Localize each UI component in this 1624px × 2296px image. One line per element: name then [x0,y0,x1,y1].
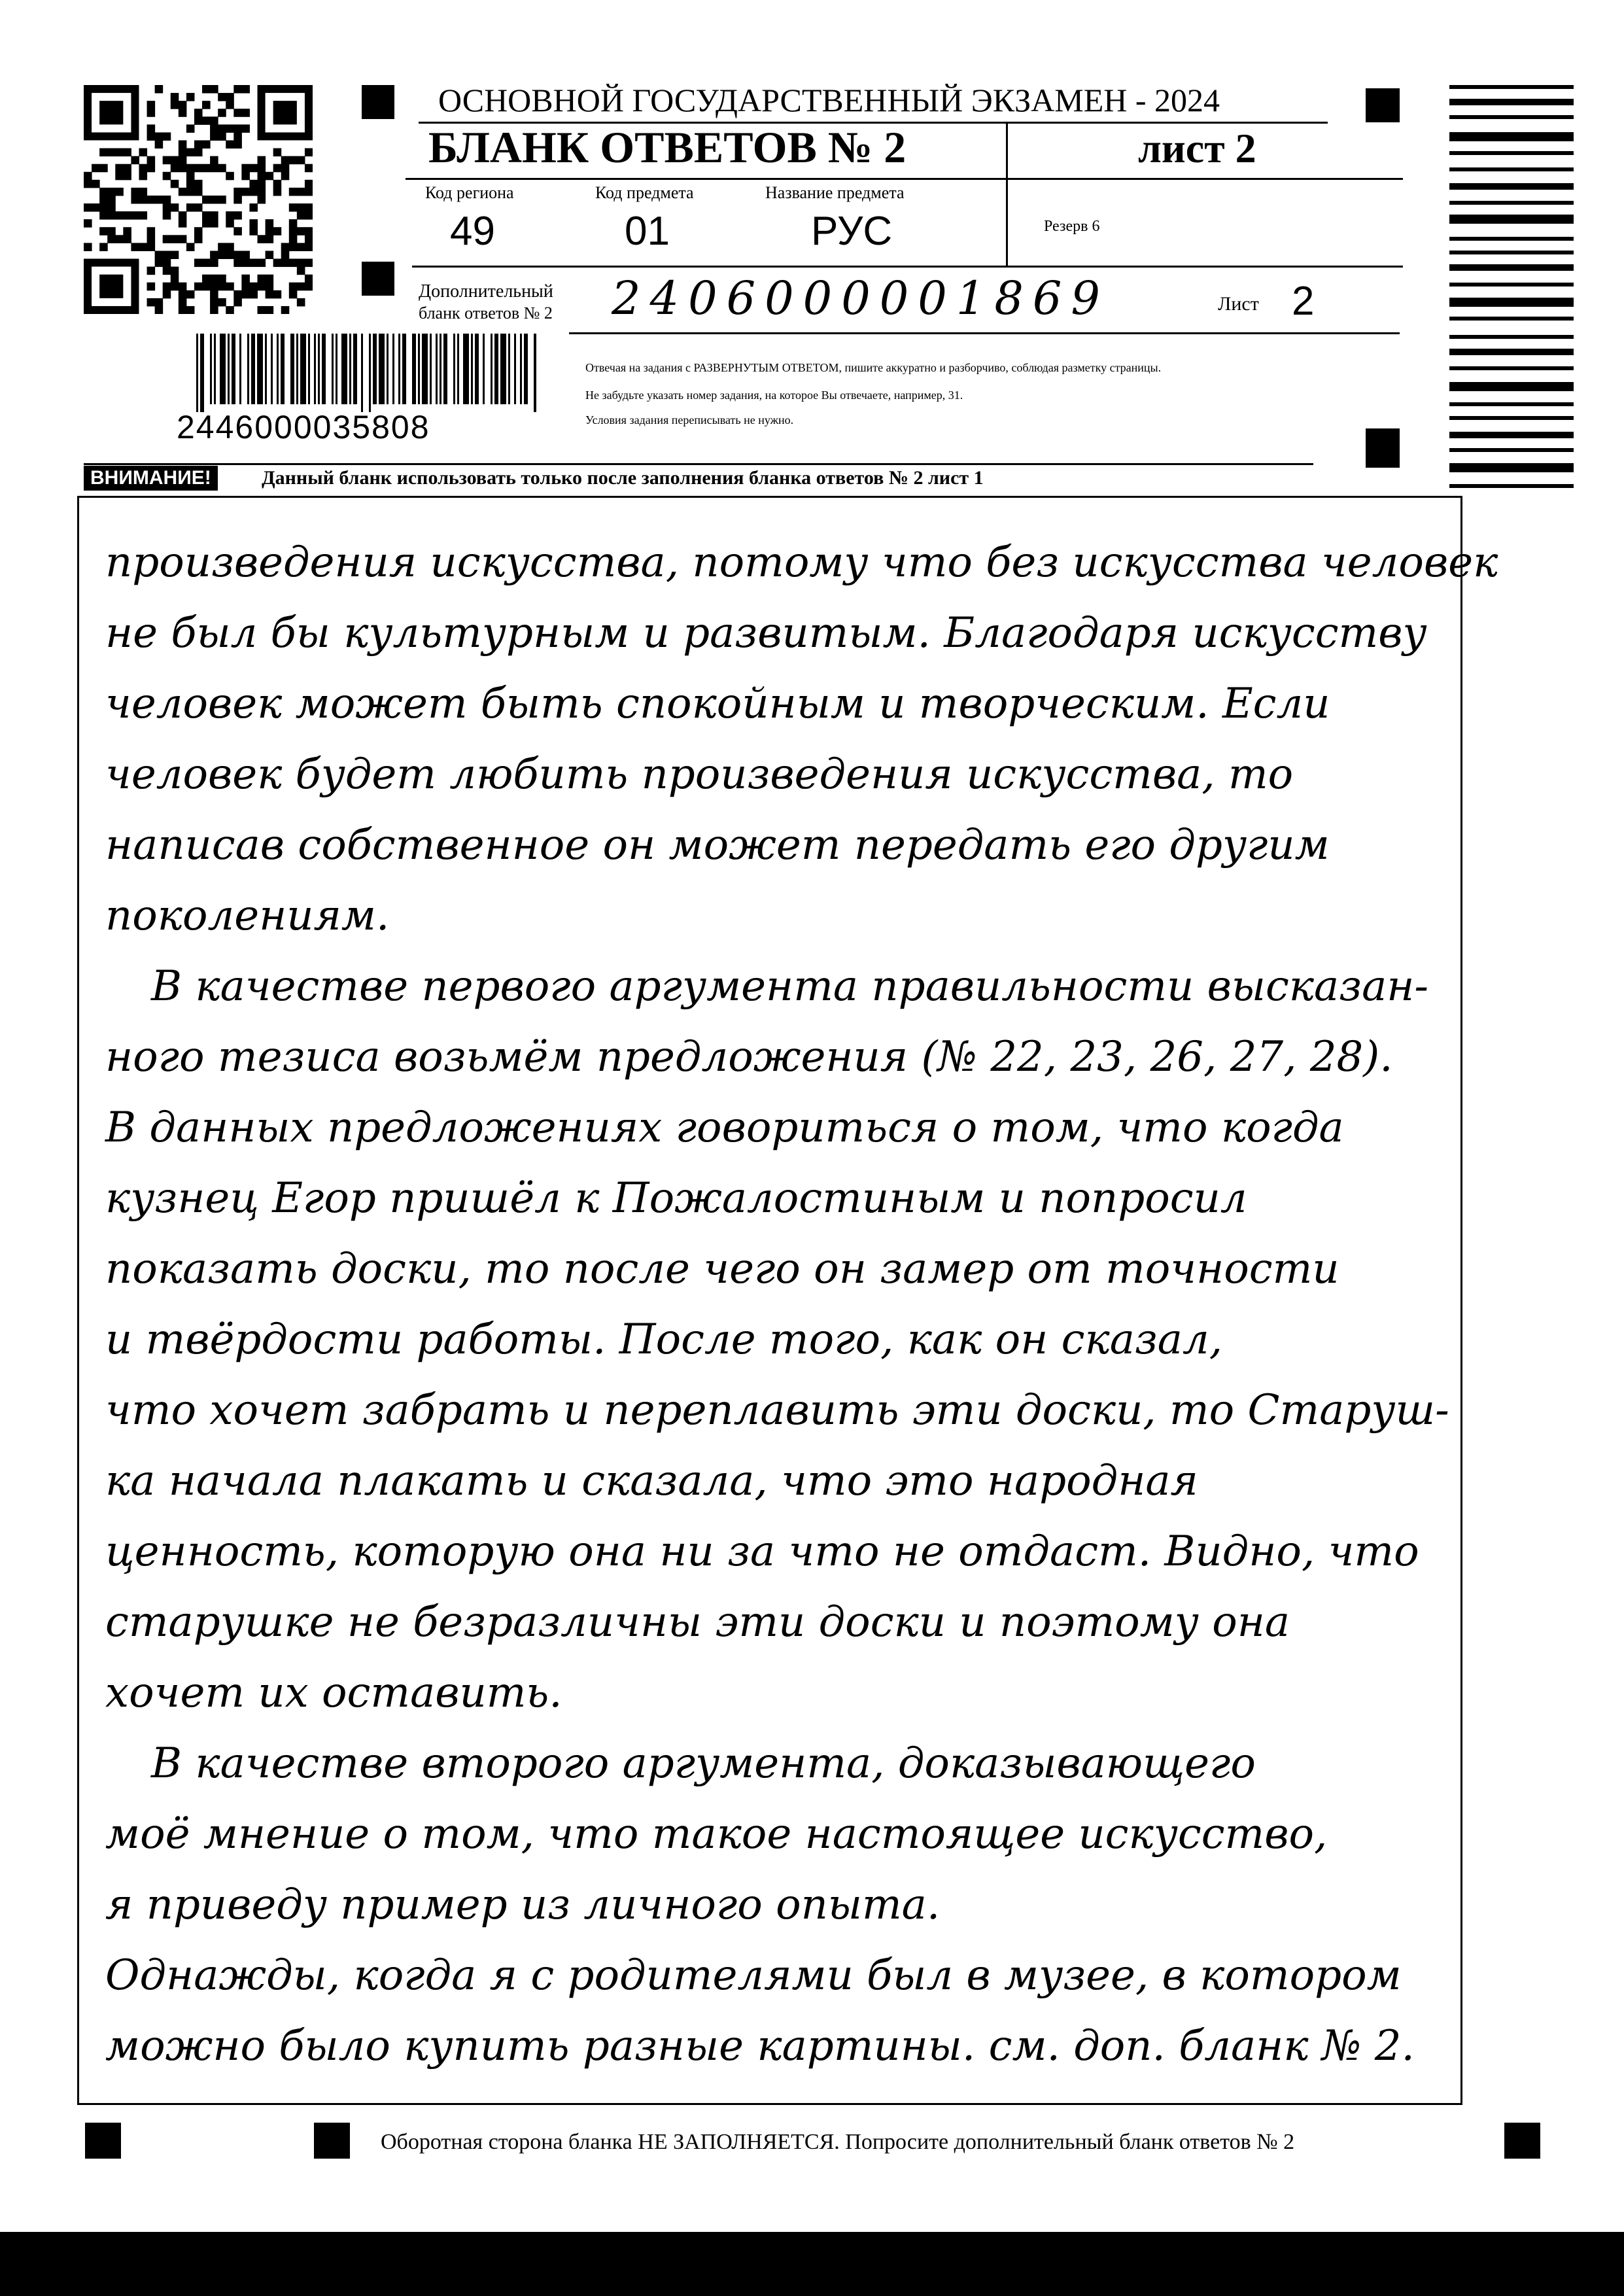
answer-line: Однажды, когда я с родителями был в музее, в котором [105,1951,1402,2000]
extra-form-number: 2406000001869 [612,271,1109,325]
answer-line: хочет их оставить. [105,1669,562,1717]
instruction-line: Не забудьте указать номер задания, на которое Вы отвечаете, например, 31. [585,389,963,402]
barcode-horizontal [196,334,536,412]
form-title: БЛАНК ОТВЕТОВ № 2 [428,122,907,172]
header-divider-horizontal [569,332,1400,334]
answer-line: человек может быть спокойным и творческим. Если [105,680,1330,728]
registration-square [314,2123,350,2159]
answer-line: В качестве первого аргумента правильности высказан- [151,962,1428,1011]
scan-border [0,2232,1624,2296]
answer-line: моё мнение о том, что такое настоящее искусство, [105,1810,1328,1858]
region-label: Код региона [425,183,514,202]
subject-name-label: Название предмета [765,183,905,202]
header-divider-horizontal [412,266,1403,268]
barcode-number: 2446000035808 [177,409,430,445]
exam-title: ОСНОВНОЙ ГОСУДАРСТВЕННЫЙ ЭКЗАМЕН - 2024 [438,82,1220,118]
sheet-num-label: Лист [1218,293,1259,315]
answer-line: можно было купить разные картины. см. доп. бланк № 2. [105,2022,1415,2070]
answer-line: старушке не безразличны эти доски и поэтому она [105,1598,1290,1646]
answer-line: ка начала плакать и сказала, что это народная [105,1457,1198,1505]
subject-code-value: 01 [625,209,670,254]
instruction-line: Отвечая на задания с РАЗВЕРНУТЫМ ОТВЕТОМ, пишите аккуратно и разборчиво, соблюдая разметку страницы. [585,361,1162,374]
sheet-label: лист 2 [1138,125,1256,171]
header-divider-horizontal [406,178,1403,180]
registration-square [85,2123,121,2159]
answer-line: ного тезиса возьмём предложения (№ 22, 23, 26, 27, 28). [105,1033,1393,1081]
footer-text: Оборотная сторона бланка НЕ ЗАПОЛНЯЕТСЯ. Попросите дополнительный бланк ответов № 2 [381,2130,1295,2154]
reserve-label: Резерв 6 [1044,218,1100,235]
qr-code [84,85,313,314]
instruction-line: Условия задания переписывать не нужно. [585,413,794,426]
registration-square [1366,88,1400,122]
header-divider-vertical [1006,122,1008,266]
answer-line: В данных предложениях говориться о том, что когда [105,1104,1344,1152]
registration-square [1366,428,1400,468]
answer-line: что хочет забрать и переплавить эти доски, то Старуш- [105,1386,1449,1435]
subject-name-value: РУС [811,209,893,254]
answer-line: поколениям. [105,892,390,940]
sheet-num-value: 2 [1292,279,1315,324]
answer-line: произведения искусства, потому что без искусства человек [105,538,1498,587]
notice-text: Данный бланк использовать только после заполнения бланка ответов № 2 лист 1 [262,467,984,489]
registration-square [1504,2123,1540,2159]
answer-line: и твёрдости работы. После того, как он сказал, [105,1315,1223,1364]
registration-square [362,85,394,119]
region-value: 49 [450,209,495,254]
notice-rule [84,463,1313,465]
registration-square [362,262,394,296]
barcode-vertical [1449,85,1574,491]
answer-line: В качестве второго аргумента, доказывающего [151,1739,1256,1788]
answer-area[interactable] [77,496,1498,2105]
answer-line: кузнец Егор пришёл к Пожалостиным и попросил [105,1174,1247,1223]
extra-form-label: Дополнительный [419,281,553,302]
handwritten-answer [105,529,1498,2079]
answer-line: человек будет любить произведения искусства, то [105,750,1294,799]
answer-line: показать доски, то после чего он замер от точности [105,1245,1339,1293]
answer-line: я приведу пример из личного опыта. [105,1881,941,1929]
extra-form-label: бланк ответов № 2 [419,304,553,322]
notice-badge: ВНИМАНИЕ! [84,466,218,491]
answer-line: ценность, которую она ни за что не отдаст. Видно, что [105,1527,1419,1576]
answer-line: написав собственное он может передать его другим [105,821,1330,869]
subject-code-label: Код предмета [595,183,694,202]
answer-line: не был бы культурным и развитым. Благодаря искусству [105,609,1427,657]
